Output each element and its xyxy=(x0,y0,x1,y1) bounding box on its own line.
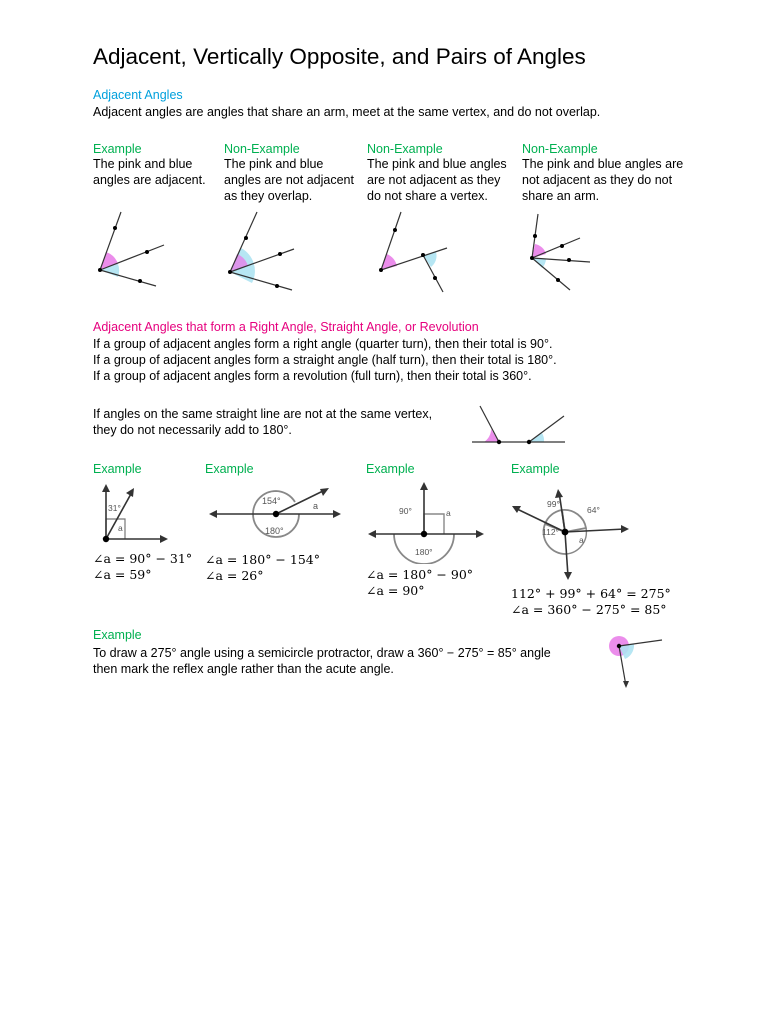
example-label: Example xyxy=(93,628,142,642)
adjacent-angles-definition: Adjacent angles are angles that share an arm, meet at the same vertex, and do not overlap. xyxy=(93,105,601,119)
example-label: Example xyxy=(205,462,254,476)
non-example-text-line: do not share a vertex. xyxy=(367,189,488,203)
reflex-angle-text-line: To draw a 275° angle using a semicircle protractor, draw a 360° − 275° = 85° angle xyxy=(93,646,551,660)
example-label: Example xyxy=(93,462,142,476)
angle-label-64: 64° xyxy=(587,505,600,515)
right-straight-revolution-heading: Adjacent Angles that form a Right Angle, Straight Angle, or Revolution xyxy=(93,320,479,334)
non-example-text-line: share an arm. xyxy=(522,189,600,203)
equation-line: ∠a = 26° xyxy=(205,568,264,583)
angle-label-112: 112° xyxy=(542,527,559,537)
angle-label-180: 180° xyxy=(265,526,284,536)
non-example-label: Non-Example xyxy=(224,142,300,156)
angle-label-a: a xyxy=(579,535,584,545)
non-example-text-line: The pink and blue angles xyxy=(367,157,507,171)
example-text-line: angles are adjacent. xyxy=(93,173,206,187)
non-example-column-1 xyxy=(224,142,354,204)
angle-label-a: a xyxy=(313,501,319,511)
non-example-text-line: The pink and blue xyxy=(224,157,324,171)
equation-line: ∠a = 90° − 31° xyxy=(93,551,193,566)
non-example-label: Non-Example xyxy=(367,142,443,156)
non-example-text-line: angles are not adjacent xyxy=(224,173,354,187)
overlapping-angles-diagram xyxy=(224,208,304,292)
non-example-text-line: not adjacent as they do not xyxy=(522,173,673,187)
equation-line: ∠a = 90° xyxy=(366,583,425,598)
straight-right-angle-example-diagram xyxy=(364,478,488,564)
non-example-text-line: as they overlap. xyxy=(224,189,313,203)
example-text-line: The pink and blue xyxy=(93,157,193,171)
no-shared-arm-diagram xyxy=(522,208,594,294)
example-label: Example xyxy=(511,462,560,476)
angle-label-99: 99° xyxy=(547,499,560,509)
equation-line: ∠a = 180° − 90° xyxy=(366,567,474,582)
straight-line-different-vertex-diagram xyxy=(470,402,568,446)
rule-straight-angle: If a group of adjacent angles form a straight angle (half turn), then their total is 180°. xyxy=(93,353,557,367)
straight-angle-example-diagram xyxy=(205,482,345,546)
example-column-1 xyxy=(93,142,206,188)
equation-line: ∠a = 360° − 275° = 85° xyxy=(511,602,667,617)
non-example-text-line: are not adjacent as they xyxy=(367,173,501,187)
example-label: Example xyxy=(93,142,142,156)
reflex-angle-text-line: then mark the reflex angle rather than the acute angle. xyxy=(93,662,394,676)
angle-label-a: a xyxy=(446,508,451,518)
right-angle-example-diagram xyxy=(94,482,172,548)
non-example-label: Non-Example xyxy=(522,142,598,156)
angle-label-90: 90° xyxy=(399,506,412,516)
page-title: Adjacent, Vertically Opposite, and Pairs of Angles xyxy=(93,44,586,69)
adjacent-angles-diagram xyxy=(90,208,170,292)
separate-vertex-diagram xyxy=(367,208,453,294)
equation-line: ∠a = 180° − 154° xyxy=(205,552,320,567)
angle-label-180: 180° xyxy=(415,547,433,557)
non-example-column-2 xyxy=(367,142,507,204)
angle-label-154: 154° xyxy=(262,496,281,506)
non-example-column-3 xyxy=(522,142,683,204)
equation-line: 112° + 99° + 64° = 275° xyxy=(511,586,671,601)
revolution-example-diagram xyxy=(509,488,635,584)
angle-label-a: a xyxy=(118,523,123,533)
straight-line-note-line: they do not necessarily add to 180°. xyxy=(93,423,292,437)
adjacent-angles-heading: Adjacent Angles xyxy=(93,88,183,102)
rule-revolution: If a group of adjacent angles form a revolution (full turn), then their total is 360°. xyxy=(93,369,532,383)
non-example-text-line: The pink and blue angles are xyxy=(522,157,684,171)
angle-label-31: 31° xyxy=(108,503,121,513)
example-label: Example xyxy=(366,462,415,476)
reflex-angle-diagram xyxy=(604,630,670,690)
equation-line: ∠a = 59° xyxy=(93,567,152,582)
rule-right-angle: If a group of adjacent angles form a right angle (quarter turn), then their total is 90°. xyxy=(93,337,553,351)
straight-line-note-line: If angles on the same straight line are not at the same vertex, xyxy=(93,407,433,421)
